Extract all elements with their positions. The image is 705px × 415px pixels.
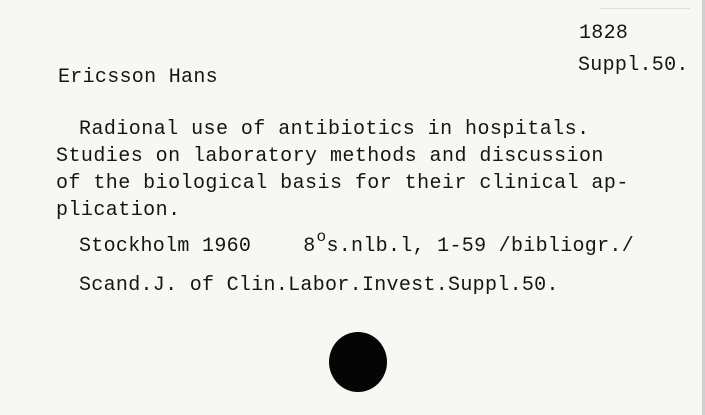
imprint-place-year: Stockholm 1960 xyxy=(79,235,252,258)
call-number: 1828 xyxy=(579,22,629,45)
imprint-collation: s.nlb.l, 1-59 /bibliogr./ xyxy=(326,235,635,258)
imprint xyxy=(79,228,635,258)
series-statement: Scand.J. of Clin.Labor.Invest.Suppl.50. xyxy=(79,274,559,297)
title-line: plication. xyxy=(56,199,181,222)
punch-hole xyxy=(329,332,387,392)
imprint-format: 8 xyxy=(303,235,316,258)
title-line: of the biological basis for their clinical ap- xyxy=(56,172,629,195)
call-number-supplement: Suppl.50. xyxy=(578,54,689,77)
author-name: Ericsson Hans xyxy=(58,66,218,89)
card-edge-mark xyxy=(600,8,690,9)
imprint-format-degree: o xyxy=(316,228,327,246)
title-line: Radional use of antibiotics in hospitals. xyxy=(79,118,590,141)
title-line: Studies on laboratory methods and discussion xyxy=(56,145,604,168)
